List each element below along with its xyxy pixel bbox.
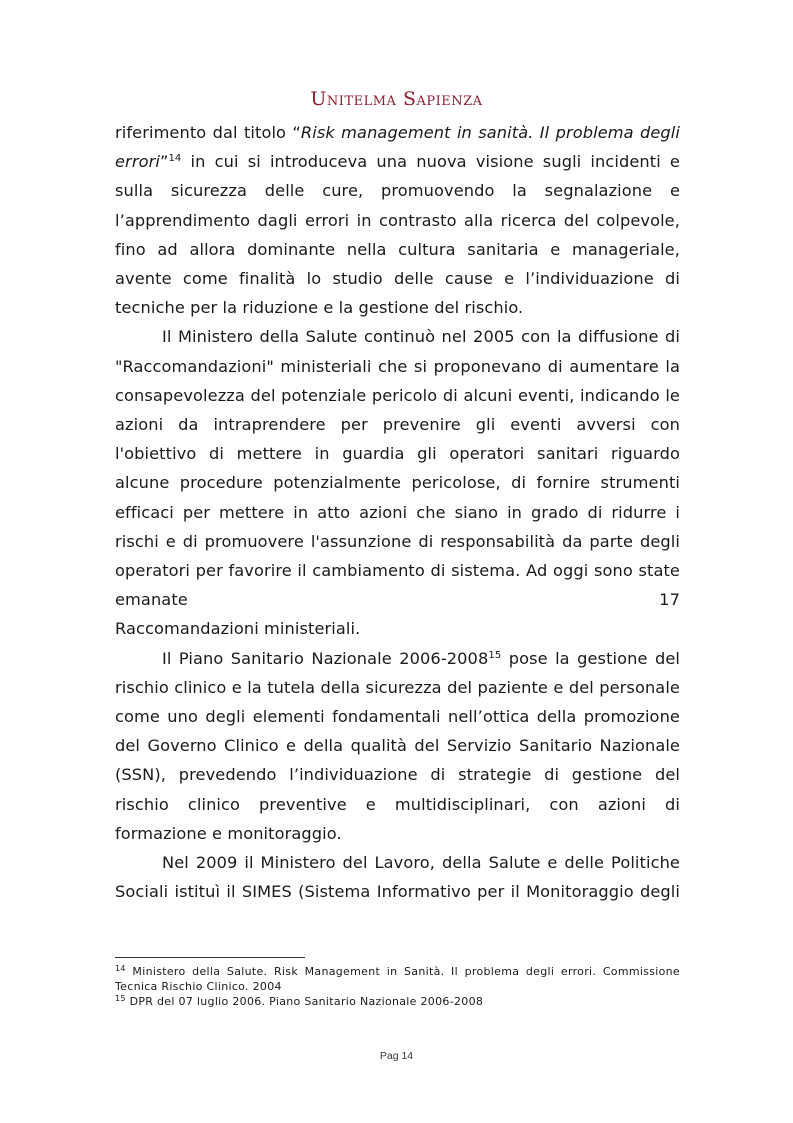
footnote-15 — [115, 994, 680, 1009]
footnote-number: 15 — [115, 994, 126, 1003]
paragraph-2: Il Ministero della Salute continuò nel 2005 con la diffusione di "Raccomandazioni" ministeriali che si proponevano di aumentare la consapevolezza del potenziale pericolo di alcuni eventi, indicando le azioni da intraprendere per prevenire gli eventi avversi con l'obiettivo di mettere in guardia gli operatori sanitari riguardo alcune procedure potenzialmente pericolose, di fornire strumenti efficaci per mettere in atto azioni che siano in grado di ridurre i rischi e di promuovere l'assunzione di responsabilità da parte degli operatori per favorire il cambiamento di sistema. Ad oggi sono state emanate 17 — [115, 327, 680, 610]
footnotes — [115, 964, 680, 1009]
paragraph-1 — [115, 118, 680, 322]
text-run: pose la gestione del rischio clinico e la tutela della sicurezza del paziente e del personale come uno degli elementi fondamentali nell’ottica della promozione del Governo Clinico e della qualità del Servizio Sanitario Nazionale (SSN), prevedendo l’individuazione di strategie di gestione del rischio clinico preventive e multidisciplinari, con azioni di formazione e monitoraggio. — [115, 648, 680, 843]
text-run: riferimento dal titolo “ — [115, 123, 301, 142]
footnote-ref-14[interactable]: 14 — [168, 153, 182, 165]
footnote-14 — [115, 964, 680, 994]
footnote-separator — [115, 957, 305, 958]
footnote-text: Ministero della Salute. Risk Management in Sanità. Il problema degli errori. Commissione Tecnica Rischio Clinico. 2004 — [115, 965, 680, 993]
text-run: in cui si introduceva una nuova visione sugli incidenti e sulla sicurezza delle cure, promuovendo la segnalazione e l’apprendimento dagli errori in contrasto alla ricerca del colpevole, fino ad allora dominante nella cultura sanitaria e manageriale, avente come finalità lo studio delle cause e l’individuazione di tecniche per la riduzione e la gestione del rischio. — [115, 152, 680, 318]
page-number: Pag 14 — [379, 1050, 414, 1062]
text-run: Il Piano Sanitario Nazionale 2006-2008 — [162, 648, 489, 668]
text-run: ” — [159, 152, 169, 172]
main-text — [115, 118, 680, 906]
page-header-title: Unitelma Sapienza — [310, 88, 483, 110]
footnote-number: 14 — [115, 964, 126, 973]
footnote-ref-15[interactable]: 15 — [488, 649, 502, 661]
paragraph-3 — [115, 644, 680, 848]
italic-title: Risk management in sanità. Il problema degli errori — [115, 123, 680, 172]
paragraph-4: Nel 2009 il Ministero del Lavoro, della Salute e delle Politiche Sociali istituì il SIMES (Sistema Informativo per il Monitoraggio degli — [115, 853, 680, 902]
footnote-text: DPR del 07 luglio 2006. Piano Sanitario Nazionale 2006-2008 — [125, 995, 484, 1008]
paragraph-2-last-line: Raccomandazioni ministeriali. — [115, 619, 361, 639]
